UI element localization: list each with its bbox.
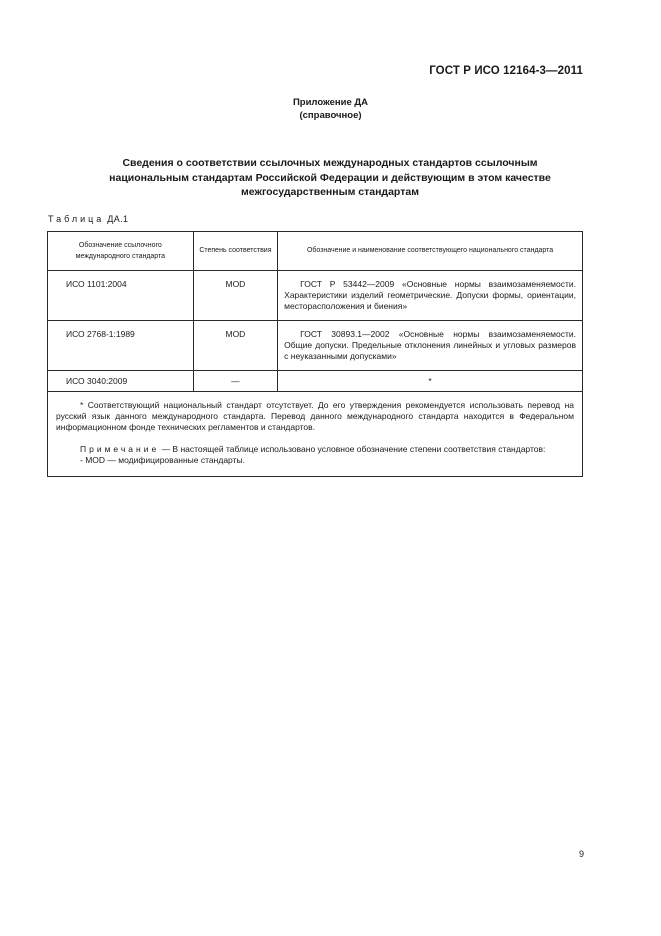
table-notes bbox=[48, 392, 583, 477]
national-text: ГОСТ Р 53442—2009 «Основные нормы взаимозаменяемости. Характеристики изделий геометрические. Допуски формы, ориентации, месторасположения и биения» bbox=[284, 279, 576, 311]
cell-degree: MOD bbox=[193, 321, 278, 371]
header-national-standard: Обозначение и наименование соответствующего национального стандарта bbox=[278, 232, 583, 271]
table-header-row bbox=[48, 232, 583, 271]
cell-national bbox=[278, 321, 583, 371]
annex-type: (справочное) bbox=[299, 110, 362, 121]
annex-title: Приложение ДА bbox=[292, 97, 369, 108]
national-text: ГОСТ 30893.1—2002 «Основные нормы взаимозаменяемости. Общие допуски. Предельные отклонения линейных и угловых размеров с неуказанными допусками» bbox=[284, 329, 576, 361]
page-number: 9 bbox=[578, 849, 584, 859]
table-row bbox=[48, 321, 583, 371]
cell-degree: — bbox=[193, 371, 278, 392]
table-caption-number: ДА.1 bbox=[107, 214, 129, 224]
table-caption bbox=[48, 214, 128, 224]
header-degree: Степень соответствия bbox=[193, 232, 278, 271]
cell-standard: ИСО 2768-1:1989 bbox=[48, 321, 194, 371]
cell-degree: MOD bbox=[193, 271, 278, 321]
note-label: Примечание bbox=[80, 444, 160, 454]
table-row bbox=[48, 371, 583, 392]
title-line-1: Сведения о соответствии ссылочных международных стандартов ссылочным bbox=[122, 157, 538, 169]
footnote: * Соответствующий национальный стандарт отсутствует. До его утверждения рекомендуется использовать перевод на русский язык данного международного стандарта. Перевод данного международного стандарта находится в Федеральном информационном фонде технических регламентов и стандартов. bbox=[56, 400, 574, 432]
note bbox=[56, 444, 574, 455]
cell-standard: ИСО 3040:2009 bbox=[48, 371, 194, 392]
title-line-3: межгосударственным стандартам bbox=[241, 186, 419, 198]
title-line-2: национальным стандартам Российской Федерации и действующим в этом качестве bbox=[109, 171, 551, 184]
cell-standard: ИСО 1101:2004 bbox=[48, 271, 194, 321]
note-text: — В настоящей таблице использовано условное обозначение степени соответствия стандартов: bbox=[159, 444, 546, 454]
document-code: ГОСТ Р ИСО 12164-3—2011 bbox=[429, 65, 583, 77]
cell-national bbox=[278, 271, 583, 321]
table-caption-prefix: Таблица bbox=[48, 214, 105, 224]
table-notes-row bbox=[48, 392, 583, 477]
cell-national: * bbox=[278, 371, 583, 392]
note-item: - MOD — модифицированные стандарты. bbox=[80, 455, 245, 465]
annex-heading bbox=[0, 96, 661, 122]
correspondence-table bbox=[47, 231, 583, 477]
header-international-standard: Обозначение ссылочного международного стандарта bbox=[48, 232, 194, 271]
annex-main-title bbox=[70, 156, 590, 200]
table-row bbox=[48, 271, 583, 321]
